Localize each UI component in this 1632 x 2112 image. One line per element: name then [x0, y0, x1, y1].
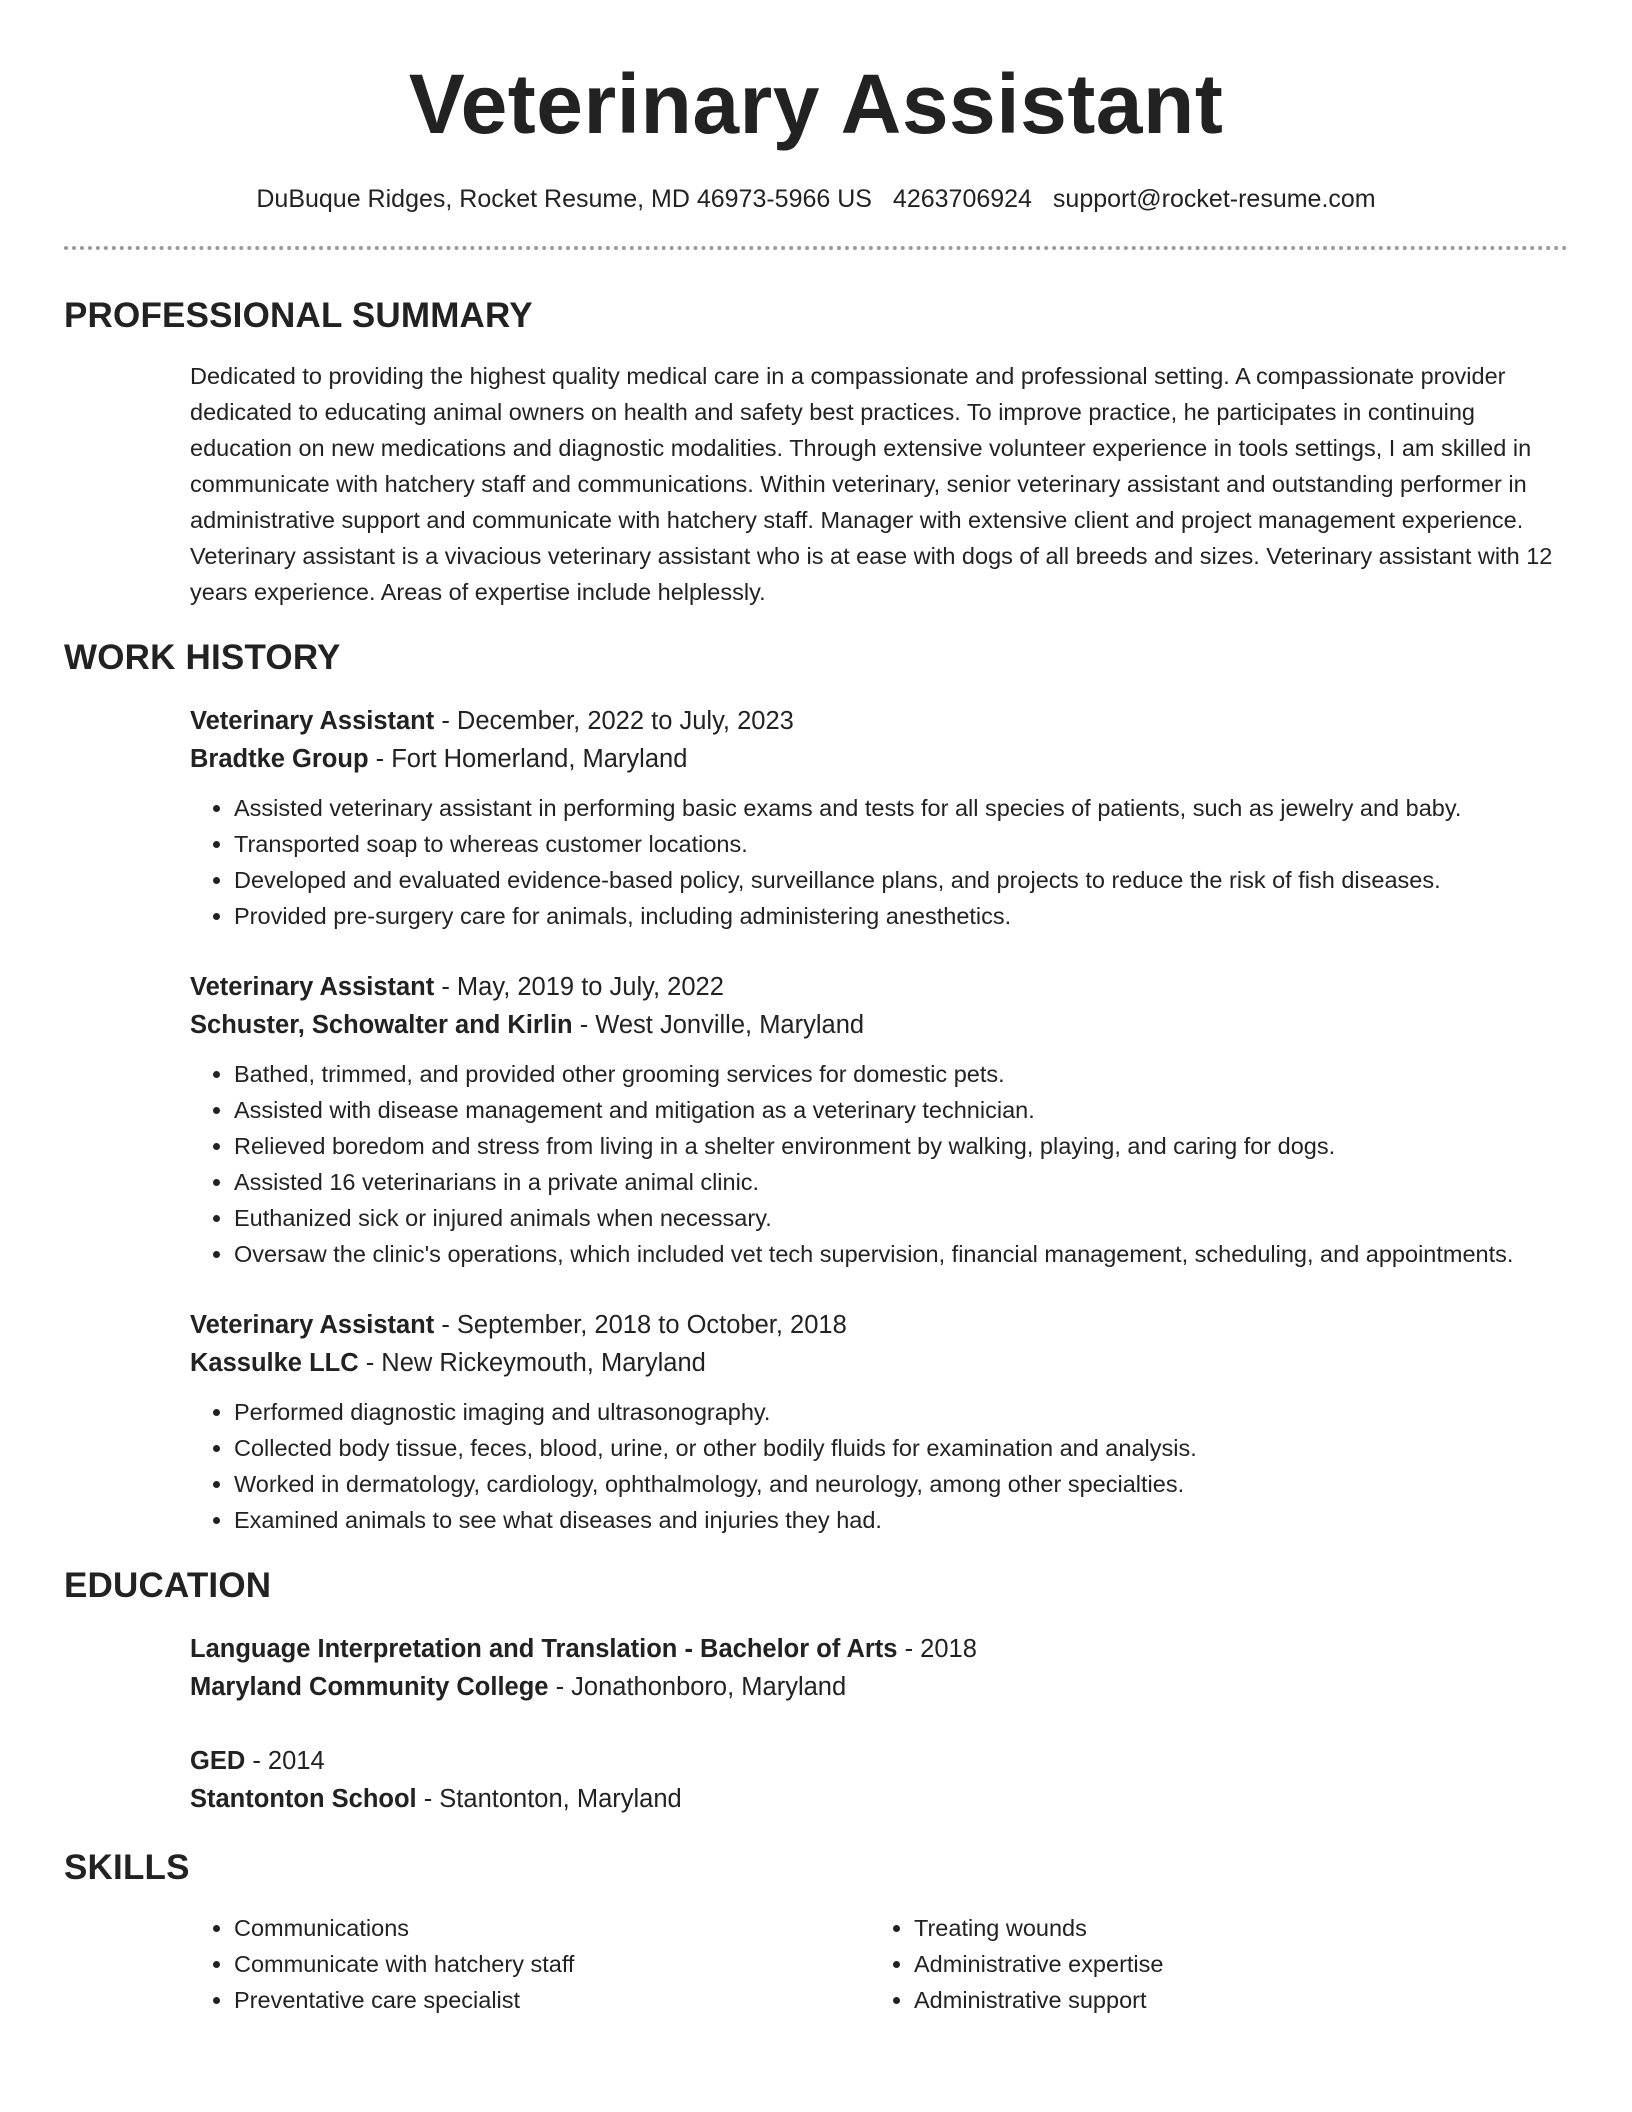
job-entry [190, 968, 1556, 1272]
list-item: • Collected body tissue, feces, blood, urine, or other bodily fluids for examination and analysis. [234, 1430, 1556, 1466]
job-location: - New Rickeymouth, Maryland [358, 1349, 706, 1377]
skills-column-left [190, 1910, 870, 2018]
skills-column-right [870, 1910, 1550, 2018]
job-entry [190, 702, 1556, 934]
skills-list-left [190, 1910, 870, 2018]
school-location: - Jonathonboro, Maryland [548, 1673, 847, 1701]
school-location: - Stantonton, Maryland [416, 1785, 682, 1813]
skill-item: • Treating wounds [914, 1910, 1550, 1946]
job-dates: - May, 2019 to July, 2022 [434, 973, 724, 1001]
job-role: Veterinary Assistant [190, 707, 435, 735]
job-company: Bradtke Group [190, 745, 369, 773]
job-title-line [190, 702, 1556, 740]
summary-section [64, 294, 1568, 610]
list-item: • Worked in dermatology, cardiology, ophthalmology, and neurology, among other specialties. [234, 1466, 1556, 1502]
header-divider [64, 246, 1568, 250]
job-company-line [190, 1344, 1556, 1382]
skills-grid [190, 1910, 1556, 2018]
job-role: Veterinary Assistant [190, 1311, 435, 1339]
job-entry [190, 1306, 1556, 1538]
job-role: Veterinary Assistant [190, 973, 435, 1001]
skill-item: • Administrative expertise [914, 1946, 1550, 1982]
job-location: - West Jonville, Maryland [572, 1011, 865, 1039]
job-bullets [190, 1394, 1556, 1538]
skill-item: • Administrative support [914, 1982, 1550, 2018]
skills-list-right [870, 1910, 1550, 2018]
education-body [64, 1630, 1568, 1818]
section-title-education: EDUCATION [64, 1566, 272, 1605]
list-item: • Examined animals to see what diseases and injuries they had. [234, 1502, 1556, 1538]
job-bullets [190, 790, 1556, 934]
degree-line [190, 1630, 1556, 1668]
job-title-line [190, 968, 1556, 1006]
job-dates: - December, 2022 to July, 2023 [434, 707, 794, 735]
job-bullets [190, 1056, 1556, 1272]
degree-name: GED [190, 1747, 246, 1775]
list-item: • Developed and evaluated evidence-based policy, surveillance plans, and projects to reduce the risk of fish diseases. [234, 862, 1556, 898]
contact-email: support@rocket-resume.com [1052, 185, 1376, 213]
skills-section [64, 1846, 1568, 2018]
job-dates: - September, 2018 to October, 2018 [434, 1311, 847, 1339]
skill-item: • Preventative care specialist [234, 1982, 870, 2018]
section-title-summary: PROFESSIONAL SUMMARY [64, 296, 533, 335]
list-item: • Bathed, trimmed, and provided other grooming services for domestic pets. [234, 1056, 1556, 1092]
list-item: • Assisted 16 veterinarians in a private animal clinic. [234, 1164, 1556, 1200]
list-item: • Oversaw the clinic's operations, which included vet tech supervision, financial management, scheduling, and appointments. [234, 1236, 1556, 1272]
contact-line [64, 182, 1568, 216]
school-name: Maryland Community College [190, 1673, 549, 1701]
section-title-work: WORK HISTORY [64, 638, 341, 677]
list-item: • Assisted veterinary assistant in performing basic exams and tests for all species of patients, such as jewelry and baby. [234, 790, 1556, 826]
work-section [64, 636, 1568, 1538]
list-item: • Assisted with disease management and mitigation as a veterinary technician. [234, 1092, 1556, 1128]
contact-phone: 4263706924 [892, 185, 1032, 213]
summary-text: Dedicated to providing the highest quality medical care in a compassionate and professional setting. A compassionate provider dedicated to educating animal owners on health and safety best practices. To improve practice, he participates in continuing education on new medications and diagnostic modalities. Through extensive volunteer experience in tools settings, I am skilled in communicate with hatchery staff and communications. Within veterinary, senior veterinary assistant and outstanding performer in administrative support and communicate with hatchery staff. Manager with extensive client and project management experience. Veterinary assistant is a vivacious veterinary assistant who is at ease with dogs of all breeds and sizes. Veterinary assistant with 12 years experience. Areas of expertise include helplessly. [190, 363, 1553, 605]
education-section [64, 1564, 1568, 1818]
education-entry [190, 1742, 1556, 1818]
degree-name: Language Interpretation and Translation - Bachelor of Arts [190, 1635, 898, 1663]
summary-body [64, 358, 1568, 610]
school-name: Stantonton School [190, 1785, 417, 1813]
skills-body [64, 1910, 1568, 2018]
school-line [190, 1780, 1556, 1818]
job-company-line [190, 1006, 1556, 1044]
skill-item: • Communicate with hatchery staff [234, 1946, 870, 1982]
contact-address: DuBuque Ridges, Rocket Resume, MD 46973-5966 US [256, 185, 872, 213]
list-item: • Transported soap to whereas customer locations. [234, 826, 1556, 862]
job-company-line [190, 740, 1556, 778]
job-company: Schuster, Schowalter and Kirlin [190, 1011, 573, 1039]
resume-header [64, 0, 1568, 250]
work-body [64, 702, 1568, 1538]
degree-line [190, 1742, 1556, 1780]
list-item: • Performed diagnostic imaging and ultrasonography. [234, 1394, 1556, 1430]
job-title-line [190, 1306, 1556, 1344]
degree-year: - 2014 [245, 1747, 325, 1775]
degree-year: - 2018 [897, 1635, 977, 1663]
page-title: Veterinary Assistant [408, 57, 1224, 151]
skill-item: • Communications [234, 1910, 870, 1946]
school-line [190, 1668, 1556, 1706]
job-company: Kassulke LLC [190, 1349, 359, 1377]
section-title-skills: SKILLS [64, 1848, 190, 1887]
list-item: • Provided pre-surgery care for animals, including administering anesthetics. [234, 898, 1556, 934]
education-entry [190, 1630, 1556, 1706]
job-location: - Fort Homerland, Maryland [368, 745, 688, 773]
list-item: • Relieved boredom and stress from living in a shelter environment by walking, playing, and caring for dogs. [234, 1128, 1556, 1164]
list-item: • Euthanized sick or injured animals when necessary. [234, 1200, 1556, 1236]
